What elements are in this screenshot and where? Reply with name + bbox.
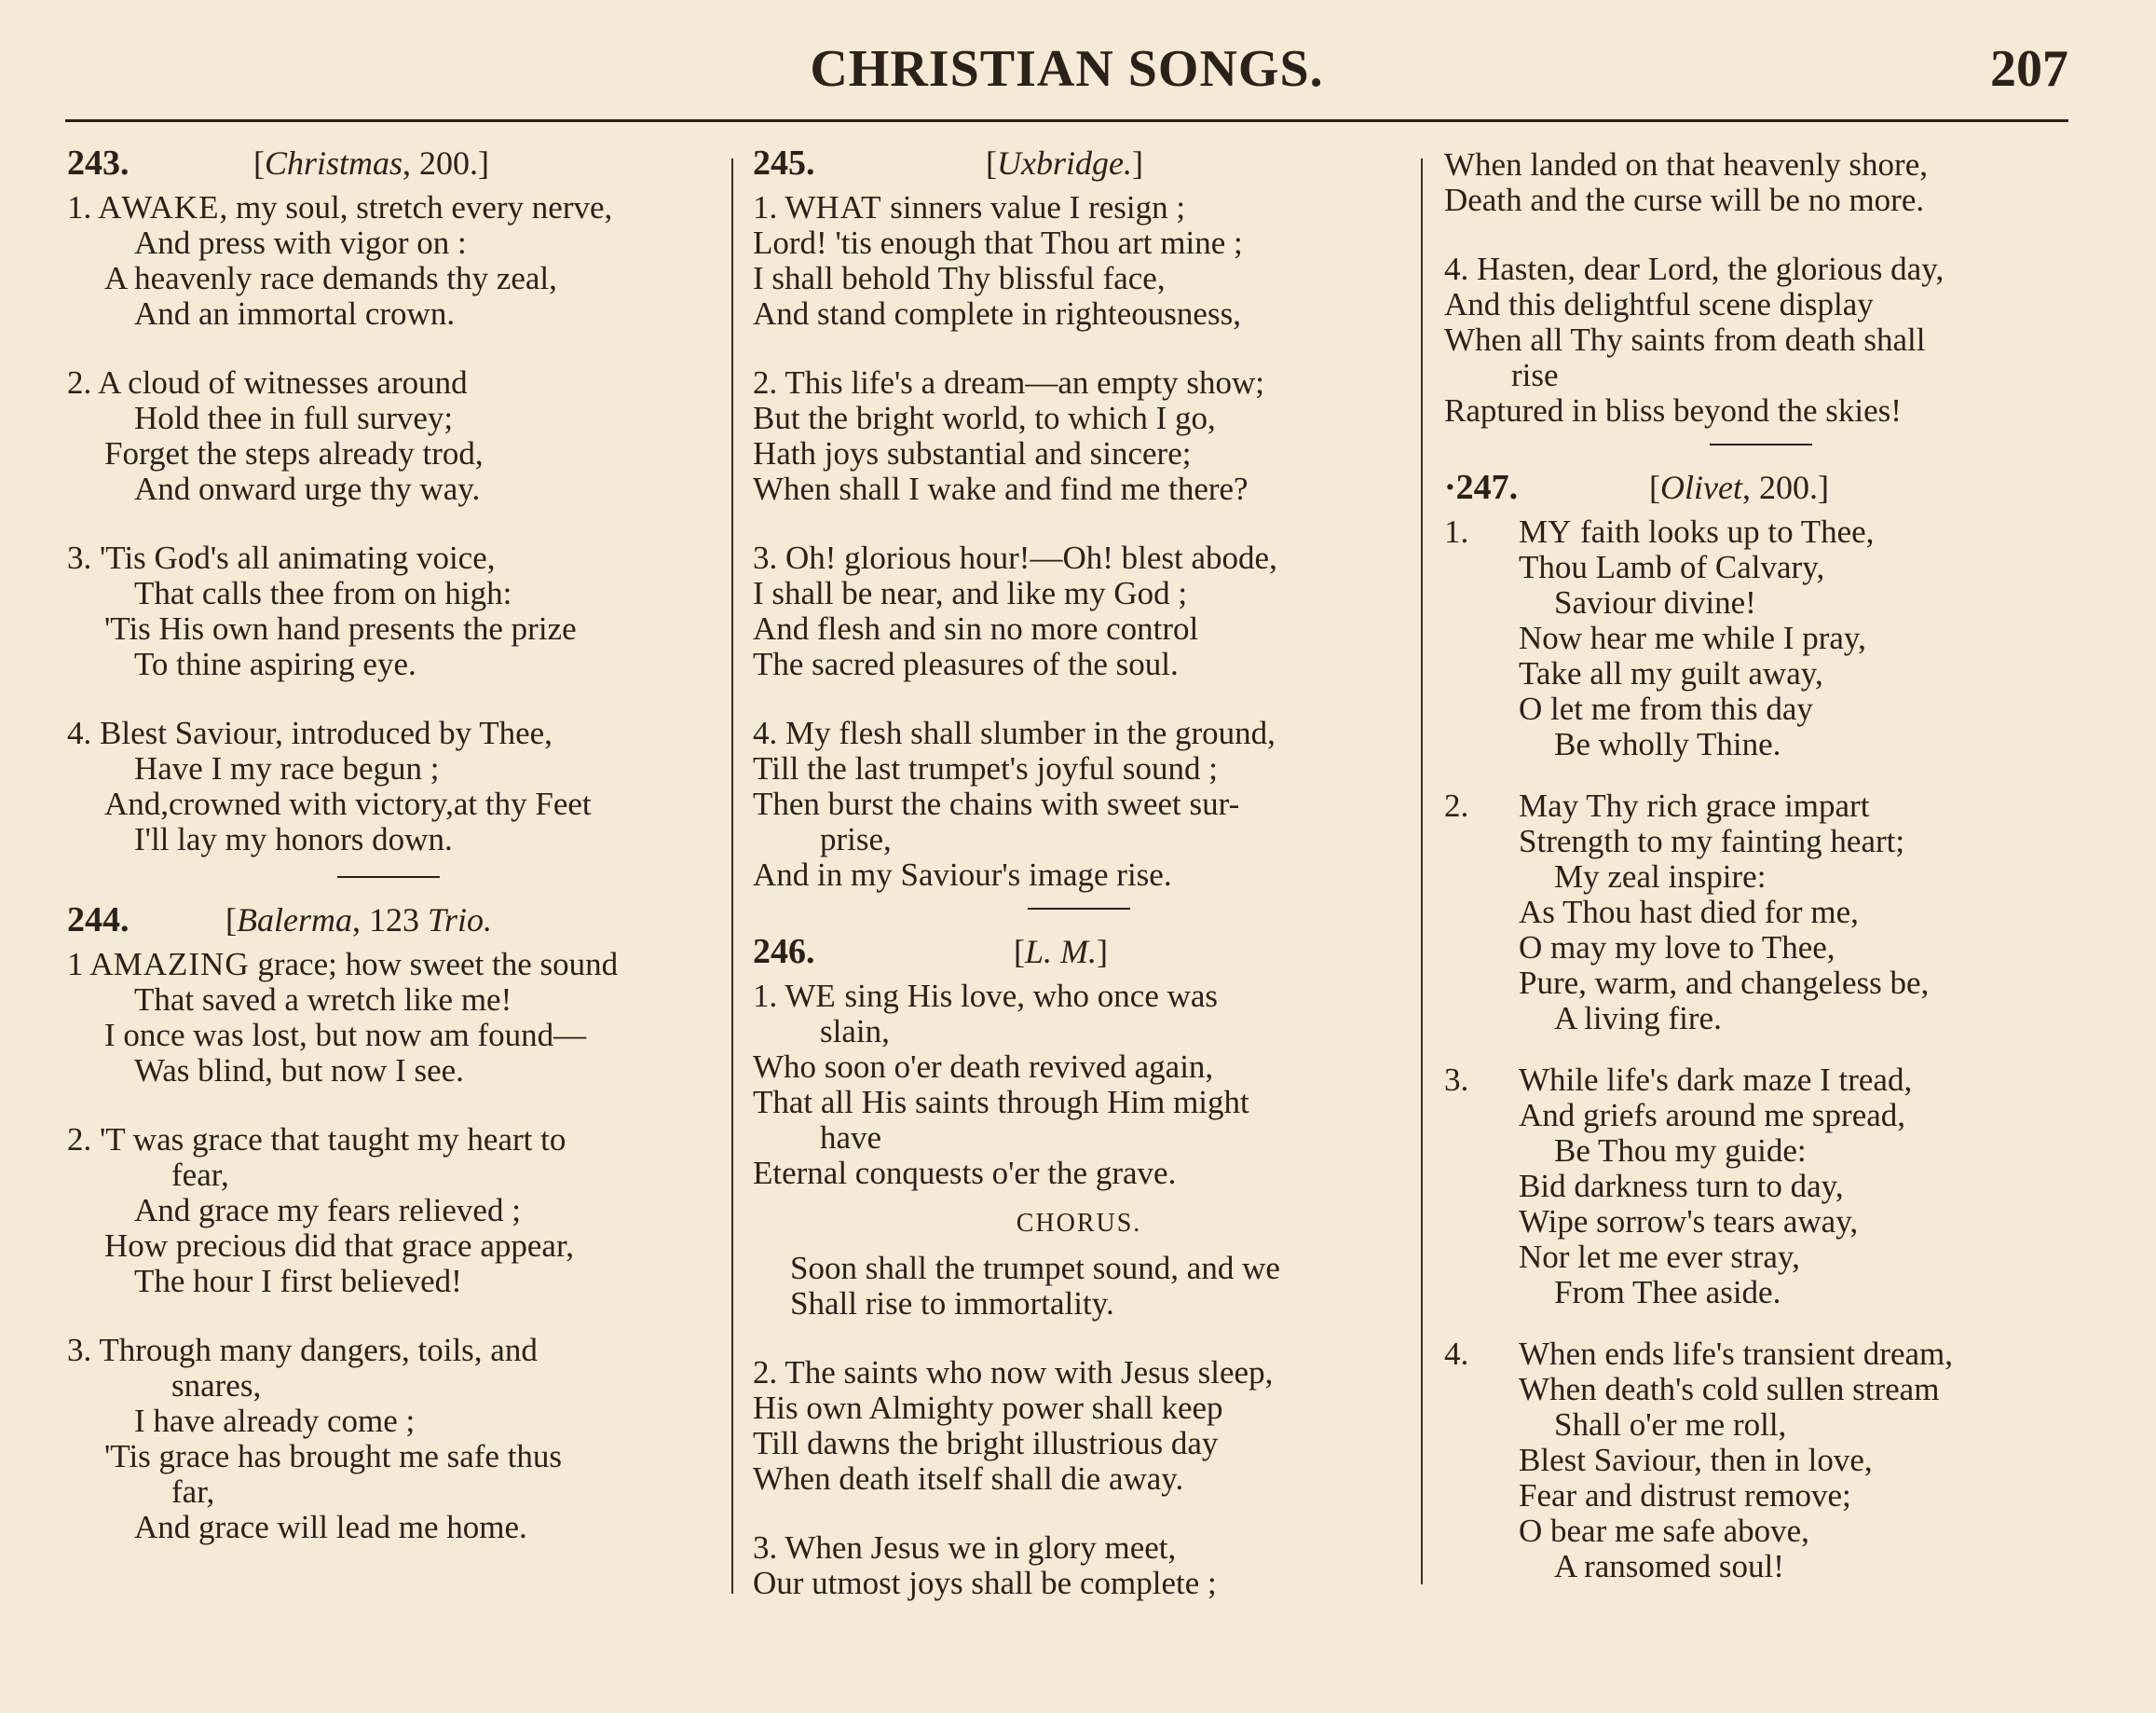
verse-line: And an immortal crown. <box>134 295 456 332</box>
verse <box>1444 788 2078 1036</box>
verse-line: As Thou hast died for me, <box>1519 894 1859 930</box>
verse-line: Death and the curse will be no more. <box>1444 182 1925 218</box>
column-middle <box>753 140 1405 1635</box>
tune-reference <box>986 145 1143 181</box>
verse-number: 4. <box>1444 1336 1469 1372</box>
verse-line: And flesh and sin no more control <box>753 610 1199 647</box>
verse-line: Bid darkness turn to day, <box>1519 1168 1844 1204</box>
verse-continuation <box>1444 147 2078 218</box>
verse-line: Have I my race begun ; <box>134 750 440 787</box>
verse <box>67 1122 710 1299</box>
page-number: 207 <box>1990 40 2068 98</box>
verse-line: I shall be near, and like my God ; <box>753 575 1188 611</box>
hymn-number: ·247. <box>1444 468 1519 507</box>
verse-line: Shall o'er me roll, <box>1554 1406 1787 1443</box>
verse-line: May Thy rich grace impart <box>1519 788 1870 824</box>
verse-line: Then burst the chains with sweet sur- <box>753 786 1240 822</box>
verse-line <box>67 190 710 226</box>
verse-line-text: sinners value I resign ; <box>881 189 1186 226</box>
verse-line: Saviour divine! <box>1554 584 1756 621</box>
verse-line: rise <box>1511 357 1559 393</box>
verse-line: And griefs around me spread, <box>1519 1097 1906 1133</box>
verse-line: have <box>820 1119 882 1156</box>
verse-line: prise, <box>820 821 892 857</box>
verse-line-text: sing His love, who once was <box>836 978 1219 1014</box>
verse-line: Now hear me while I pray, <box>1519 620 1866 656</box>
hymn-heading <box>67 902 710 947</box>
tune-name: Christmas <box>265 144 403 182</box>
tune-name: L. M. <box>1025 933 1098 970</box>
verse-line: From Thee aside. <box>1554 1274 1781 1310</box>
verse-line: Raptured in bliss beyond the skies! <box>1444 392 1902 429</box>
verse-line: That saved a wretch like me! <box>134 981 512 1018</box>
verse-line: And onward urge thy way. <box>134 471 481 507</box>
verse <box>67 365 710 507</box>
chorus-line: Shall rise to immortality. <box>790 1285 1114 1322</box>
verse-line: slain, <box>820 1013 890 1049</box>
verse-line: O bear me safe above, <box>1519 1513 1809 1549</box>
bracket: [ <box>986 144 997 182</box>
verse-line-text: faith looks up to Thee, <box>1572 514 1875 550</box>
verse-line: My zeal inspire: <box>1554 858 1767 895</box>
verse-line: Be Thou my guide: <box>1554 1132 1807 1169</box>
verse-line: Who soon o'er death revived again, <box>753 1048 1214 1085</box>
verse-line: 2. This life's a dream—an empty show; <box>753 364 1265 401</box>
verse <box>753 716 1405 893</box>
verse-start: 1. W <box>753 978 816 1014</box>
verse-start: 1. W <box>753 189 816 226</box>
hymn-number: 245. <box>753 144 815 183</box>
hymn-number: 244. <box>67 900 130 939</box>
verse-line: O may my love to Thee, <box>1519 929 1835 966</box>
verse <box>67 541 710 682</box>
verse-line: 3. 'Tis God's all animating voice, <box>67 540 496 576</box>
verse-line: And press with vigor on : <box>134 225 467 261</box>
verse-line: When all Thy saints from death shall <box>1444 322 1926 358</box>
verse-line: Blest Saviour, then in love, <box>1519 1442 1873 1478</box>
verse-line: 2. 'T was grace that taught my heart to <box>67 1121 566 1158</box>
verse-line: And grace my fears relieved ; <box>134 1192 521 1228</box>
verse-line: When death's cold sullen stream <box>1519 1371 1940 1407</box>
verse-line: Eternal conquests o'er the grave. <box>753 1155 1177 1191</box>
verse-line <box>753 190 1405 226</box>
verse <box>1444 252 2078 429</box>
verse-line: Be wholly Thine. <box>1554 726 1781 762</box>
verse-line <box>1519 514 2078 550</box>
verse-line: 2. A cloud of witnesses around <box>67 364 468 401</box>
hymn-separator <box>1710 444 1812 445</box>
hymn-separator <box>337 876 440 878</box>
verse-line: Forget the steps already trod, <box>104 435 484 472</box>
chorus-line: Soon shall the trumpet sound, and we <box>790 1250 1280 1286</box>
verse-line: 'Tis His own hand presents the prize <box>104 610 577 647</box>
tune-meter: , 200.] <box>403 144 490 182</box>
hymn-number: 246. <box>753 932 815 971</box>
verse-line: When death itself shall die away. <box>753 1460 1184 1497</box>
bracket: ] <box>1131 144 1143 182</box>
verse-number: 1. <box>1444 514 1469 550</box>
tune-name: Olivet <box>1660 469 1742 506</box>
hymn-heading <box>67 145 710 190</box>
verse <box>753 190 1405 332</box>
verse-line: That calls thee from on high: <box>134 575 512 611</box>
verse-line: Wipe sorrow's tears away, <box>1519 1203 1859 1240</box>
verse-line: The sacred pleasures of the soul. <box>753 646 1179 682</box>
verse-line: fear, <box>171 1157 229 1193</box>
verse-line: To thine aspiring eye. <box>134 646 416 682</box>
bracket: [ <box>1014 933 1025 970</box>
verse-start: 1. A <box>67 189 122 226</box>
tune-reference <box>225 902 492 938</box>
tune-reference <box>1014 934 1108 969</box>
verse-line: 3. Through many dangers, toils, and <box>67 1332 538 1368</box>
verse-line: Pure, warm, and changeless be, <box>1519 965 1930 1001</box>
hymn-heading <box>1444 470 2078 514</box>
verse-line-text: , my soul, stretch every nerve, <box>219 189 613 226</box>
verse <box>1444 514 2078 762</box>
small-caps-word: MAZING <box>113 946 250 982</box>
bracket: [ <box>253 144 265 182</box>
small-caps-word: HAT <box>815 189 882 226</box>
verse-line: I once was lost, but now am found— <box>104 1017 587 1053</box>
verse-line: I have already come ; <box>134 1403 416 1439</box>
verse-number: 3. <box>1444 1062 1469 1098</box>
verse-line: And,crowned with victory,at thy Feet <box>104 786 592 822</box>
verse-line: I shall behold Thy blissful face, <box>753 260 1166 296</box>
verse-line: And grace will lead me home. <box>134 1509 527 1545</box>
verse <box>753 979 1405 1191</box>
verse-line: Was blind, but now I see. <box>134 1052 464 1089</box>
hymn-separator <box>1028 908 1130 910</box>
verse-line: While life's dark maze I tread, <box>1519 1062 1913 1098</box>
verse <box>67 190 710 332</box>
small-caps-word: WAKE <box>121 189 220 226</box>
tune-meter: , 200.] <box>1741 469 1829 506</box>
verse-line: That all His saints through Him might <box>753 1084 1249 1120</box>
verse-line: A ransomed soul! <box>1554 1548 1784 1584</box>
verse <box>753 541 1405 682</box>
verse <box>753 365 1405 507</box>
verse <box>1444 1336 2078 1584</box>
verse-line: Strength to my fainting heart; <box>1519 823 1905 859</box>
bracket: [ <box>225 901 237 939</box>
verse-line: Our utmost joys shall be complete ; <box>753 1565 1217 1601</box>
small-caps-word: Y <box>1548 514 1573 550</box>
verse-line: And in my Saviour's image rise. <box>753 856 1172 893</box>
verse-start: M <box>1519 514 1549 550</box>
verse-line: Thou Lamb of Calvary, <box>1519 549 1825 585</box>
column-divider <box>1421 158 1423 1584</box>
verse-line: O let me from this day <box>1519 691 1813 727</box>
verse-line: Hold thee in full survey; <box>134 400 454 436</box>
tune-reference <box>1649 470 1829 505</box>
verse-line: His own Almighty power shall keep <box>753 1390 1223 1426</box>
verse-line: 4. Hasten, dear Lord, the glorious day, <box>1444 251 1944 287</box>
chorus <box>753 1251 1405 1322</box>
verse-line: 3. Oh! glorious hour!—Oh! blest abode, <box>753 540 1277 576</box>
verse <box>753 1530 1405 1601</box>
verse <box>67 716 710 857</box>
hymn-number: 243. <box>67 144 130 183</box>
verse <box>753 1355 1405 1497</box>
verse-line: Nor let me ever stray, <box>1519 1239 1800 1275</box>
verse-line: And stand complete in righteousness, <box>753 295 1241 332</box>
tune-trio: Trio. <box>427 901 493 939</box>
hymn-heading <box>753 934 1405 979</box>
verse-line: A living fire. <box>1554 1000 1722 1036</box>
column-divider <box>731 158 733 1594</box>
bracket: ] <box>1097 933 1109 970</box>
verse-line: And this delightful scene display <box>1444 286 1874 322</box>
verse-line: 2. The saints who now with Jesus sleep, <box>753 1354 1274 1391</box>
verse-line: 'Tis grace has brought me safe thus <box>104 1438 563 1474</box>
small-caps-word: E <box>815 978 837 1014</box>
verse-line: Till the last trumpet's joyful sound ; <box>753 750 1218 787</box>
verse-line <box>753 979 1405 1014</box>
verse-line: Lord! 'tis enough that Thou art mine ; <box>753 225 1243 261</box>
tune-reference <box>253 145 489 181</box>
verse-line: The hour I first believed! <box>134 1263 462 1299</box>
hymn-heading <box>753 145 1405 190</box>
verse-line: A heavenly race demands thy zeal, <box>104 260 557 296</box>
tune-meter: , 123 <box>351 901 428 939</box>
verse-line: Till dawns the bright illustrious day <box>753 1425 1219 1461</box>
verse-line: far, <box>171 1473 215 1510</box>
verse <box>67 1333 710 1545</box>
page-header <box>65 28 2068 121</box>
tune-name: Balerma <box>237 901 352 939</box>
verse-line: Take all my guilt away, <box>1519 655 1823 692</box>
verse-start: 1 A <box>67 946 114 982</box>
chorus-label: CHORUS. <box>1016 1209 1142 1238</box>
column-right <box>1444 140 2078 1610</box>
verse-line: Fear and distrust remove; <box>1519 1477 1851 1514</box>
column-left <box>67 140 710 1579</box>
bracket: [ <box>1649 469 1660 506</box>
header-rule <box>65 119 2068 122</box>
verse-line: 4. Blest Saviour, introduced by Thee, <box>67 715 553 751</box>
verse-number: 2. <box>1444 788 1469 824</box>
verse-line: When shall I wake and find me there? <box>753 471 1249 507</box>
verse-line: snares, <box>171 1367 262 1404</box>
verse-line: 4. My flesh shall slumber in the ground, <box>753 715 1276 751</box>
verse-line: But the bright world, to which I go, <box>753 400 1216 436</box>
running-title: CHRISTIAN SONGS. <box>810 40 1324 98</box>
verse-line: 3. When Jesus we in glory meet, <box>753 1529 1177 1566</box>
verse <box>67 947 710 1089</box>
verse-line-text: grace; how sweet the sound <box>249 946 619 982</box>
verse-line: I'll lay my honors down. <box>134 821 453 857</box>
verse-line: How precious did that grace appear, <box>104 1227 574 1264</box>
verse-line <box>67 947 710 982</box>
verse-line: When landed on that heavenly shore, <box>1444 146 1928 183</box>
verse-line: Hath joys substantial and sincere; <box>753 435 1192 472</box>
tune-name: Uxbridge. <box>997 144 1132 182</box>
verse <box>1444 1062 2078 1310</box>
verse-line: When ends life's transient dream, <box>1519 1336 1954 1372</box>
